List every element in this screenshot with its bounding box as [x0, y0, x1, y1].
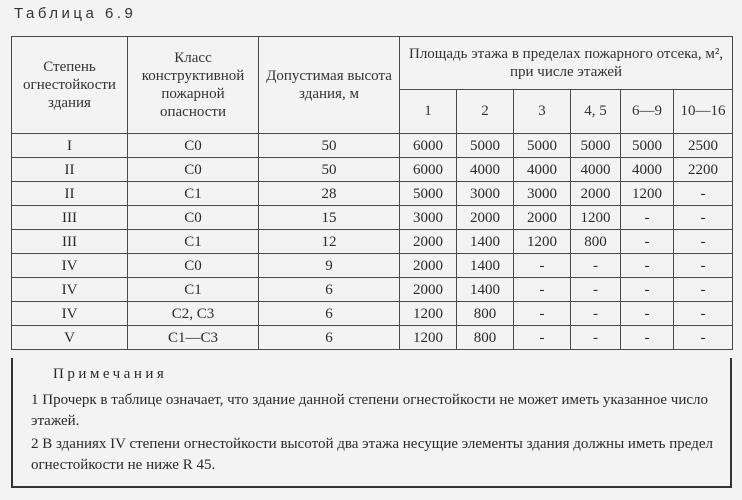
table-cell: -	[621, 326, 674, 350]
table-cell: 1400	[457, 254, 514, 278]
table-cell: 4000	[571, 158, 621, 182]
table-cell: 5000	[571, 134, 621, 158]
table-body	[12, 134, 733, 350]
table-cell: 28	[259, 182, 400, 206]
table-cell: III	[12, 206, 128, 230]
table-cell: 6	[259, 302, 400, 326]
table-cell: 12	[259, 230, 400, 254]
table-row	[12, 278, 733, 302]
notes-title: Примечания	[53, 366, 168, 382]
table-cell: 2000	[571, 182, 621, 206]
table-row	[12, 302, 733, 326]
header-degree: Степень огнестойкости здания	[12, 37, 128, 134]
table-cell: 4000	[621, 158, 674, 182]
table-cell: 15	[259, 206, 400, 230]
table-cell: -	[514, 302, 571, 326]
note-1: 1 Прочерк в таблице означает, что здание данной степени огнестойкости не может иметь указанное число этажей.	[31, 392, 709, 429]
table-cell: 6	[259, 278, 400, 302]
header-height: Допустимая высота здания, м	[259, 37, 400, 134]
table-cell: -	[674, 254, 733, 278]
table-cell: -	[571, 326, 621, 350]
table-cell: II	[12, 182, 128, 206]
table-cell: 2000	[400, 254, 457, 278]
table-caption: Таблица 6.9	[14, 5, 137, 22]
table-cell: III	[12, 230, 128, 254]
table-cell: -	[571, 278, 621, 302]
table-cell: -	[514, 326, 571, 350]
table-cell: -	[571, 254, 621, 278]
table-cell: 3000	[514, 182, 571, 206]
table-cell: -	[674, 326, 733, 350]
table-cell: -	[674, 182, 733, 206]
table-cell: 2000	[457, 206, 514, 230]
table-cell: С0	[128, 158, 259, 182]
table-cell: I	[12, 134, 128, 158]
table-row	[12, 206, 733, 230]
table-cell: 2000	[514, 206, 571, 230]
table-cell: -	[674, 302, 733, 326]
table-cell: 50	[259, 158, 400, 182]
table-cell: 2000	[400, 278, 457, 302]
fire-safety-table	[11, 36, 733, 350]
table-cell: IV	[12, 278, 128, 302]
table-cell: -	[674, 278, 733, 302]
table-cell: -	[621, 254, 674, 278]
table-cell: 1200	[571, 206, 621, 230]
table-cell: V	[12, 326, 128, 350]
header-class: Класс конструктивной пожарной опасности	[128, 37, 259, 134]
table-cell: 4000	[457, 158, 514, 182]
table-cell: -	[571, 302, 621, 326]
table-cell: -	[621, 206, 674, 230]
table-cell: 4000	[514, 158, 571, 182]
table-cell: -	[674, 230, 733, 254]
table-cell: -	[514, 254, 571, 278]
table-cell: IV	[12, 302, 128, 326]
table-cell: 1200	[400, 326, 457, 350]
table-cell: 5000	[514, 134, 571, 158]
table-cell: 6	[259, 326, 400, 350]
table-cell: 800	[571, 230, 621, 254]
table-cell: 1200	[400, 302, 457, 326]
table-cell: -	[621, 302, 674, 326]
table-cell: 2000	[400, 230, 457, 254]
table-row	[12, 182, 733, 206]
table-cell: 5000	[457, 134, 514, 158]
table-cell: С1	[128, 230, 259, 254]
note-2: 2 В зданиях IV степени огнестойкости высотой два этажа несущие элементы здания должны иметь предел огнестойкости не ниже R 45.	[31, 436, 713, 473]
table-cell: 3000	[400, 206, 457, 230]
table-cell: 1200	[621, 182, 674, 206]
table-cell: 6000	[400, 158, 457, 182]
table-cell: 1400	[457, 230, 514, 254]
table-cell: С0	[128, 134, 259, 158]
table-row	[12, 158, 733, 182]
table-cell: 2500	[674, 134, 733, 158]
table-cell: 800	[457, 302, 514, 326]
table-cell: -	[621, 278, 674, 302]
table-cell: С0	[128, 254, 259, 278]
table-cell: 1400	[457, 278, 514, 302]
header-floors-4-5: 4, 5	[571, 89, 621, 133]
header-floors-3: 3	[514, 89, 571, 133]
notes-section	[11, 358, 732, 488]
table-cell: 5000	[621, 134, 674, 158]
table-row	[12, 230, 733, 254]
table-cell: 6000	[400, 134, 457, 158]
table-cell: -	[674, 206, 733, 230]
table-cell: 3000	[457, 182, 514, 206]
table-cell: 1200	[514, 230, 571, 254]
table-row	[12, 134, 733, 158]
header-floors-1: 1	[400, 89, 457, 133]
header-floors-6-9: 6—9	[621, 89, 674, 133]
table-cell: С1	[128, 278, 259, 302]
table-cell: С1	[128, 182, 259, 206]
header-area: Площадь этажа в пределах пожарного отсека, м², при числе этажей	[400, 37, 733, 90]
table-row	[12, 326, 733, 350]
table-cell: -	[621, 230, 674, 254]
table-row	[12, 254, 733, 278]
table-cell: 50	[259, 134, 400, 158]
table-cell: 2200	[674, 158, 733, 182]
table-cell: -	[514, 278, 571, 302]
header-floors-2: 2	[457, 89, 514, 133]
table-cell: С2, С3	[128, 302, 259, 326]
header-floors-10-16: 10—16	[674, 89, 733, 133]
table-cell: 800	[457, 326, 514, 350]
table-cell: С0	[128, 206, 259, 230]
table-cell: IV	[12, 254, 128, 278]
table-cell: С1—С3	[128, 326, 259, 350]
table-cell: II	[12, 158, 128, 182]
table-cell: 5000	[400, 182, 457, 206]
table-cell: 9	[259, 254, 400, 278]
